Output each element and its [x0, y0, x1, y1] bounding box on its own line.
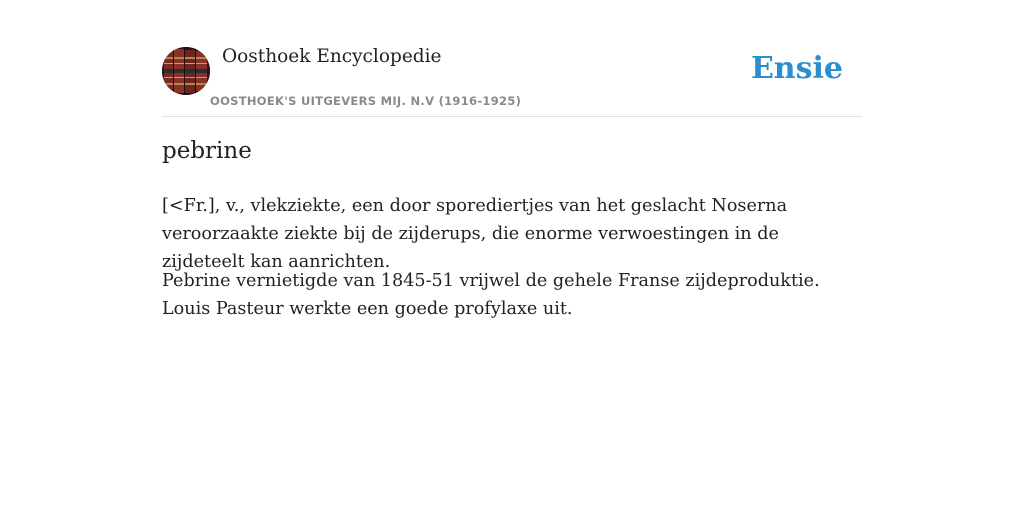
book-header	[162, 0, 862, 117]
page-container	[162, 0, 862, 319]
entry-paragraph: Pebrine vernietigde van 1845-51 vrijwel de gehele Franse zijdeproduktie. Louis Pasteur werkte een goede profylaxe uit.	[162, 271, 820, 319]
publisher-label: OOSTHOEK'S UITGEVERS MIJ. N.V (1916-1925)	[210, 94, 522, 108]
entry-paragraph: [<Fr.], v., vlekziekte, een door sporediertjes van het geslacht Noserna veroorzaakte ziekte bij de zijderups, die enorme verwoestingen in de zijdeteelt kan aanrichten.	[162, 196, 788, 272]
book-cover-avatar[interactable]	[162, 47, 210, 95]
book-spines-icon	[162, 47, 210, 95]
book-title-link[interactable]: Oosthoek Encyclopedie	[222, 46, 442, 67]
entry-title: pebrine	[162, 138, 252, 164]
ensie-logo-link[interactable]: Ensie	[750, 51, 843, 86]
